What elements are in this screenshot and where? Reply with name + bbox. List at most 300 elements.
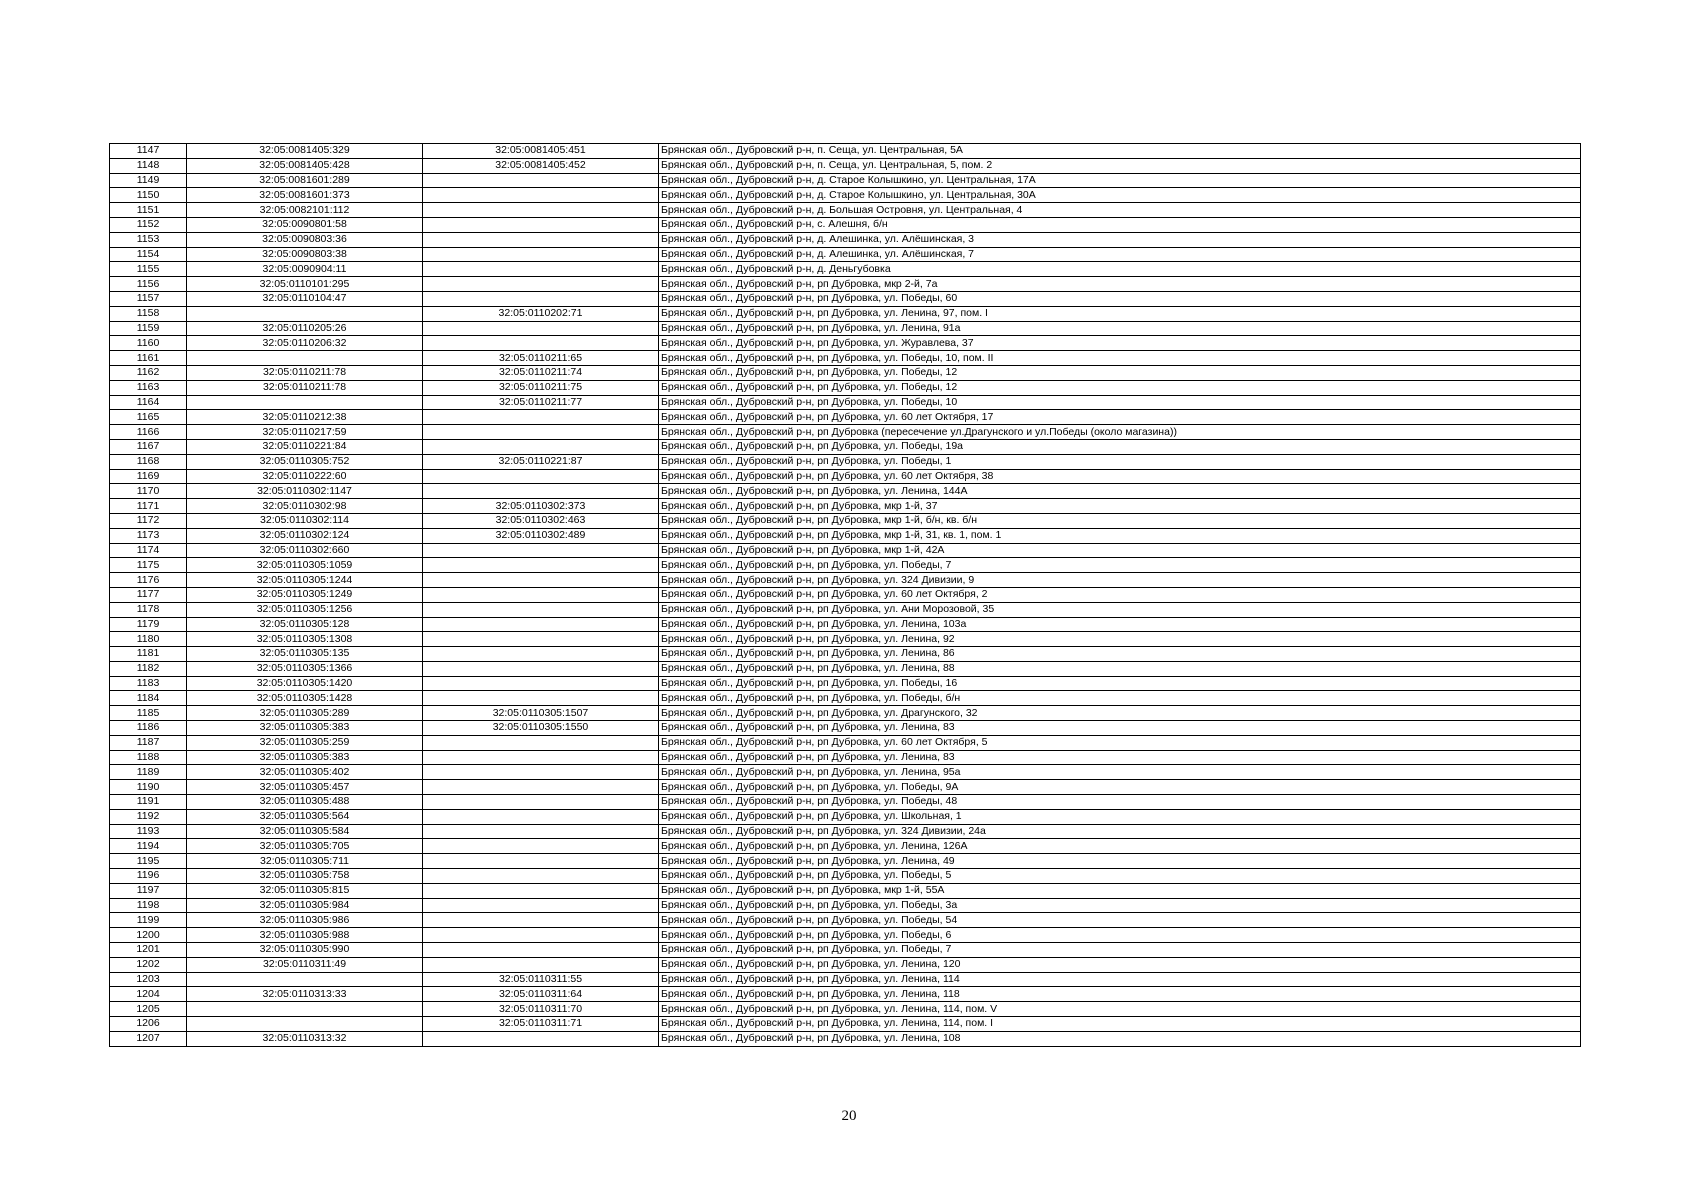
cadastral-number-cell: 32:05:0110305:1256 bbox=[187, 602, 423, 617]
related-cadastral-number-cell: 32:05:0110311:64 bbox=[423, 987, 659, 1002]
row-number-cell: 1206 bbox=[110, 1017, 187, 1032]
cadastral-number-cell: 32:05:0110305:584 bbox=[187, 824, 423, 839]
table-row bbox=[110, 573, 1581, 588]
address-cell: Брянская обл., Дубровский р-н, рп Дубровка, ул. Победы, 5 bbox=[659, 869, 1581, 884]
row-number-cell: 1176 bbox=[110, 573, 187, 588]
row-number-cell: 1203 bbox=[110, 972, 187, 987]
row-number-cell: 1195 bbox=[110, 854, 187, 869]
row-number-cell: 1155 bbox=[110, 262, 187, 277]
cadastral-number-cell: 32:05:0110217:59 bbox=[187, 425, 423, 440]
related-cadastral-number-cell: 32:05:0110302:373 bbox=[423, 499, 659, 514]
table-row bbox=[110, 395, 1581, 410]
row-number-cell: 1202 bbox=[110, 957, 187, 972]
row-number-cell: 1151 bbox=[110, 203, 187, 218]
address-cell: Брянская обл., Дубровский р-н, рп Дубровка, ул. Победы, 10, пом. II bbox=[659, 351, 1581, 366]
table-row bbox=[110, 499, 1581, 514]
related-cadastral-number-cell bbox=[423, 943, 659, 958]
table-row bbox=[110, 425, 1581, 440]
cadastral-number-cell: 32:05:0082101:112 bbox=[187, 203, 423, 218]
address-cell: Брянская обл., Дубровский р-н, рп Дубровка, ул. Ани Морозовой, 35 bbox=[659, 602, 1581, 617]
table-row bbox=[110, 277, 1581, 292]
table-row bbox=[110, 203, 1581, 218]
cadastral-number-cell: 32:05:0110305:711 bbox=[187, 854, 423, 869]
address-cell: Брянская обл., Дубровский р-н, д. Деньгубовка bbox=[659, 262, 1581, 277]
related-cadastral-number-cell bbox=[423, 439, 659, 454]
address-cell: Брянская обл., Дубровский р-н, рп Дубровка, ул. Победы, 12 bbox=[659, 380, 1581, 395]
cadastral-number-cell: 32:05:0110211:78 bbox=[187, 365, 423, 380]
address-cell: Брянская обл., Дубровский р-н, рп Дубровка, ул. Ленина, 126А bbox=[659, 839, 1581, 854]
cadastral-number-cell: 32:05:0110221:84 bbox=[187, 439, 423, 454]
related-cadastral-number-cell: 32:05:0110211:75 bbox=[423, 380, 659, 395]
table-row bbox=[110, 543, 1581, 558]
cadastral-number-cell: 32:05:0110302:660 bbox=[187, 543, 423, 558]
table-row bbox=[110, 676, 1581, 691]
related-cadastral-number-cell: 32:05:0110221:87 bbox=[423, 454, 659, 469]
cadastral-number-cell bbox=[187, 1002, 423, 1017]
address-cell: Брянская обл., Дубровский р-н, рп Дубровка, ул. Ленина, 83 bbox=[659, 750, 1581, 765]
address-cell: Брянская обл., Дубровский р-н, рп Дубровка, ул. Ленина, 114, пом. I bbox=[659, 1017, 1581, 1032]
row-number-cell: 1164 bbox=[110, 395, 187, 410]
related-cadastral-number-cell bbox=[423, 217, 659, 232]
table-row bbox=[110, 943, 1581, 958]
cadastral-number-cell: 32:05:0081601:373 bbox=[187, 188, 423, 203]
table-row bbox=[110, 839, 1581, 854]
row-number-cell: 1181 bbox=[110, 647, 187, 662]
address-cell: Брянская обл., Дубровский р-н, рп Дубровка, ул. Ленина, 95а bbox=[659, 765, 1581, 780]
address-cell: Брянская обл., Дубровский р-н, рп Дубровка, ул. Ленина, 118 bbox=[659, 987, 1581, 1002]
row-number-cell: 1186 bbox=[110, 721, 187, 736]
address-cell: Брянская обл., Дубровский р-н, рп Дубровка, ул. Ленина, 114 bbox=[659, 972, 1581, 987]
cadastral-number-cell: 32:05:0110305:564 bbox=[187, 809, 423, 824]
table-row bbox=[110, 824, 1581, 839]
row-number-cell: 1180 bbox=[110, 632, 187, 647]
address-cell: Брянская обл., Дубровский р-н, рп Дубровка, ул. 324 Дивизии, 9 bbox=[659, 573, 1581, 588]
row-number-cell: 1190 bbox=[110, 780, 187, 795]
related-cadastral-number-cell bbox=[423, 602, 659, 617]
address-cell: Брянская обл., Дубровский р-н, рп Дубровка, ул. Победы, 9А bbox=[659, 780, 1581, 795]
property-registry-table bbox=[109, 143, 1581, 1047]
related-cadastral-number-cell bbox=[423, 247, 659, 262]
address-cell: Брянская обл., Дубровский р-н, рп Дубровка, ул. Ленина, 88 bbox=[659, 661, 1581, 676]
related-cadastral-number-cell bbox=[423, 809, 659, 824]
cadastral-number-cell: 32:05:0110302:124 bbox=[187, 528, 423, 543]
table-row bbox=[110, 602, 1581, 617]
row-number-cell: 1147 bbox=[110, 144, 187, 159]
address-cell: Брянская обл., Дубровский р-н, рп Дубровка, ул. Победы, 1 bbox=[659, 454, 1581, 469]
row-number-cell: 1179 bbox=[110, 617, 187, 632]
address-cell: Брянская обл., Дубровский р-н, д. Большая Островня, ул. Центральная, 4 bbox=[659, 203, 1581, 218]
table-row bbox=[110, 632, 1581, 647]
row-number-cell: 1184 bbox=[110, 691, 187, 706]
cadastral-number-cell: 32:05:0110311:49 bbox=[187, 957, 423, 972]
related-cadastral-number-cell: 32:05:0110305:1507 bbox=[423, 706, 659, 721]
row-number-cell: 1168 bbox=[110, 454, 187, 469]
table-row bbox=[110, 336, 1581, 351]
cadastral-number-cell: 32:05:0110305:988 bbox=[187, 928, 423, 943]
table-row bbox=[110, 883, 1581, 898]
row-number-cell: 1150 bbox=[110, 188, 187, 203]
row-number-cell: 1170 bbox=[110, 484, 187, 499]
related-cadastral-number-cell bbox=[423, 839, 659, 854]
address-cell: Брянская обл., Дубровский р-н, рп Дубровка, мкр 1-й, б/н, кв. б/н bbox=[659, 513, 1581, 528]
cadastral-number-cell: 32:05:0090803:36 bbox=[187, 232, 423, 247]
address-cell: Брянская обл., Дубровский р-н, рп Дубровка, ул. Ленина, 86 bbox=[659, 647, 1581, 662]
related-cadastral-number-cell bbox=[423, 795, 659, 810]
address-cell: Брянская обл., Дубровский р-н, рп Дубровка, ул. Победы, 60 bbox=[659, 291, 1581, 306]
table-row bbox=[110, 232, 1581, 247]
table-row bbox=[110, 913, 1581, 928]
address-cell: Брянская обл., Дубровский р-н, рп Дубровка, ул. Победы, 54 bbox=[659, 913, 1581, 928]
row-number-cell: 1172 bbox=[110, 513, 187, 528]
related-cadastral-number-cell bbox=[423, 188, 659, 203]
cadastral-number-cell bbox=[187, 395, 423, 410]
table-row bbox=[110, 809, 1581, 824]
cadastral-number-cell: 32:05:0110305:705 bbox=[187, 839, 423, 854]
cadastral-number-cell: 32:05:0110305:984 bbox=[187, 898, 423, 913]
table-row bbox=[110, 928, 1581, 943]
table-row bbox=[110, 173, 1581, 188]
related-cadastral-number-cell bbox=[423, 691, 659, 706]
row-number-cell: 1197 bbox=[110, 883, 187, 898]
cadastral-number-cell: 32:05:0110305:815 bbox=[187, 883, 423, 898]
row-number-cell: 1191 bbox=[110, 795, 187, 810]
row-number-cell: 1148 bbox=[110, 158, 187, 173]
table-row bbox=[110, 661, 1581, 676]
address-cell: Брянская обл., Дубровский р-н, рп Дубровка, ул. Ленина, 144А bbox=[659, 484, 1581, 499]
table-row bbox=[110, 380, 1581, 395]
address-cell: Брянская обл., Дубровский р-н, рп Дубровка, ул. Победы, 16 bbox=[659, 676, 1581, 691]
cadastral-number-cell: 32:05:0110205:26 bbox=[187, 321, 423, 336]
address-cell: Брянская обл., Дубровский р-н, рп Дубровка, мкр 1-й, 42А bbox=[659, 543, 1581, 558]
table-row bbox=[110, 617, 1581, 632]
row-number-cell: 1161 bbox=[110, 351, 187, 366]
cadastral-number-cell: 32:05:0090801:58 bbox=[187, 217, 423, 232]
table-row bbox=[110, 898, 1581, 913]
row-number-cell: 1188 bbox=[110, 750, 187, 765]
table-row bbox=[110, 158, 1581, 173]
row-number-cell: 1160 bbox=[110, 336, 187, 351]
row-number-cell: 1153 bbox=[110, 232, 187, 247]
address-cell: Брянская обл., Дубровский р-н, рп Дубровка, ул. Победы, 10 bbox=[659, 395, 1581, 410]
cadastral-number-cell: 32:05:0110305:135 bbox=[187, 647, 423, 662]
related-cadastral-number-cell bbox=[423, 617, 659, 632]
cadastral-number-cell: 32:05:0110305:1420 bbox=[187, 676, 423, 691]
related-cadastral-number-cell: 32:05:0110302:489 bbox=[423, 528, 659, 543]
related-cadastral-number-cell bbox=[423, 232, 659, 247]
row-number-cell: 1193 bbox=[110, 824, 187, 839]
table-row bbox=[110, 854, 1581, 869]
related-cadastral-number-cell: 32:05:0110302:463 bbox=[423, 513, 659, 528]
table-row bbox=[110, 647, 1581, 662]
related-cadastral-number-cell: 32:05:0110211:74 bbox=[423, 365, 659, 380]
related-cadastral-number-cell bbox=[423, 869, 659, 884]
related-cadastral-number-cell: 32:05:0110311:71 bbox=[423, 1017, 659, 1032]
related-cadastral-number-cell bbox=[423, 469, 659, 484]
cadastral-number-cell: 32:05:0110305:990 bbox=[187, 943, 423, 958]
related-cadastral-number-cell bbox=[423, 898, 659, 913]
table-row bbox=[110, 217, 1581, 232]
related-cadastral-number-cell bbox=[423, 854, 659, 869]
cadastral-number-cell: 32:05:0081405:329 bbox=[187, 144, 423, 159]
page-number: 20 bbox=[841, 1108, 857, 1124]
cadastral-number-cell: 32:05:0110302:1147 bbox=[187, 484, 423, 499]
address-cell: Брянская обл., Дубровский р-н, рп Дубровка, ул. 60 лет Октября, 2 bbox=[659, 587, 1581, 602]
address-cell: Брянская обл., Дубровский р-н, рп Дубровка, ул. Ленина, 91а bbox=[659, 321, 1581, 336]
row-number-cell: 1187 bbox=[110, 735, 187, 750]
related-cadastral-number-cell bbox=[423, 484, 659, 499]
cadastral-number-cell: 32:05:0110305:1308 bbox=[187, 632, 423, 647]
related-cadastral-number-cell bbox=[423, 425, 659, 440]
related-cadastral-number-cell bbox=[423, 928, 659, 943]
address-cell: Брянская обл., Дубровский р-н, рп Дубровка, ул. Победы, 48 bbox=[659, 795, 1581, 810]
cadastral-number-cell: 32:05:0110305:986 bbox=[187, 913, 423, 928]
address-cell: Брянская обл., Дубровский р-н, рп Дубровка, ул. 60 лет Октября, 38 bbox=[659, 469, 1581, 484]
row-number-cell: 1166 bbox=[110, 425, 187, 440]
cadastral-number-cell: 32:05:0110305:289 bbox=[187, 706, 423, 721]
related-cadastral-number-cell bbox=[423, 913, 659, 928]
address-cell: Брянская обл., Дубровский р-н, рп Дубровка, ул. Победы, 12 bbox=[659, 365, 1581, 380]
row-number-cell: 1189 bbox=[110, 765, 187, 780]
table-row bbox=[110, 765, 1581, 780]
cadastral-number-cell: 32:05:0110305:402 bbox=[187, 765, 423, 780]
table-row bbox=[110, 321, 1581, 336]
table-row bbox=[110, 957, 1581, 972]
cadastral-number-cell: 32:05:0110305:383 bbox=[187, 721, 423, 736]
address-cell: Брянская обл., Дубровский р-н, п. Сеща, ул. Центральная, 5, пом. 2 bbox=[659, 158, 1581, 173]
related-cadastral-number-cell bbox=[423, 661, 659, 676]
related-cadastral-number-cell bbox=[423, 632, 659, 647]
address-cell: Брянская обл., Дубровский р-н, с. Алешня, б/н bbox=[659, 217, 1581, 232]
row-number-cell: 1157 bbox=[110, 291, 187, 306]
address-cell: Брянская обл., Дубровский р-н, рп Дубровка, ул. Победы, 19а bbox=[659, 439, 1581, 454]
table-row bbox=[110, 795, 1581, 810]
related-cadastral-number-cell bbox=[423, 957, 659, 972]
table-row bbox=[110, 987, 1581, 1002]
table-row bbox=[110, 469, 1581, 484]
row-number-cell: 1165 bbox=[110, 410, 187, 425]
table-row bbox=[110, 454, 1581, 469]
cadastral-number-cell: 32:05:0081601:289 bbox=[187, 173, 423, 188]
row-number-cell: 1204 bbox=[110, 987, 187, 1002]
row-number-cell: 1175 bbox=[110, 558, 187, 573]
cadastral-number-cell: 32:05:0110305:128 bbox=[187, 617, 423, 632]
address-cell: Брянская обл., Дубровский р-н, рп Дубровка, ул. Ленина, 49 bbox=[659, 854, 1581, 869]
address-cell: Брянская обл., Дубровский р-н, рп Дубровка, ул. Победы, 6 bbox=[659, 928, 1581, 943]
cadastral-number-cell: 32:05:0110305:758 bbox=[187, 869, 423, 884]
related-cadastral-number-cell bbox=[423, 336, 659, 351]
address-cell: Брянская обл., Дубровский р-н, рп Дубровка, ул. Ленина, 103а bbox=[659, 617, 1581, 632]
table-row bbox=[110, 410, 1581, 425]
address-cell: Брянская обл., Дубровский р-н, рп Дубровка, ул. Школьная, 1 bbox=[659, 809, 1581, 824]
related-cadastral-number-cell bbox=[423, 173, 659, 188]
table-row bbox=[110, 262, 1581, 277]
related-cadastral-number-cell: 32:05:0110211:65 bbox=[423, 351, 659, 366]
address-cell: Брянская обл., Дубровский р-н, рп Дубровка, ул. 60 лет Октября, 17 bbox=[659, 410, 1581, 425]
address-cell: Брянская обл., Дубровский р-н, рп Дубровка, ул. 60 лет Октября, 5 bbox=[659, 735, 1581, 750]
related-cadastral-number-cell bbox=[423, 277, 659, 292]
related-cadastral-number-cell: 32:05:0081405:451 bbox=[423, 144, 659, 159]
address-cell: Брянская обл., Дубровский р-н, рп Дубровка (пересечение ул.Драгунского и ул.Победы (около магазина)) bbox=[659, 425, 1581, 440]
row-number-cell: 1169 bbox=[110, 469, 187, 484]
table-row bbox=[110, 1002, 1581, 1017]
address-cell: Брянская обл., Дубровский р-н, рп Дубровка, ул. Победы, 7 bbox=[659, 943, 1581, 958]
table-row bbox=[110, 972, 1581, 987]
related-cadastral-number-cell bbox=[423, 203, 659, 218]
table-row bbox=[110, 247, 1581, 262]
cadastral-number-cell: 32:05:0110313:32 bbox=[187, 1031, 423, 1046]
row-number-cell: 1162 bbox=[110, 365, 187, 380]
cadastral-number-cell: 32:05:0110305:1428 bbox=[187, 691, 423, 706]
address-cell: Брянская обл., Дубровский р-н, рп Дубровка, ул. Ленина, 120 bbox=[659, 957, 1581, 972]
row-number-cell: 1183 bbox=[110, 676, 187, 691]
row-number-cell: 1205 bbox=[110, 1002, 187, 1017]
cadastral-number-cell: 32:05:0110302:98 bbox=[187, 499, 423, 514]
table-row bbox=[110, 306, 1581, 321]
row-number-cell: 1149 bbox=[110, 173, 187, 188]
row-number-cell: 1199 bbox=[110, 913, 187, 928]
cadastral-number-cell bbox=[187, 351, 423, 366]
related-cadastral-number-cell bbox=[423, 587, 659, 602]
row-number-cell: 1194 bbox=[110, 839, 187, 854]
related-cadastral-number-cell bbox=[423, 262, 659, 277]
related-cadastral-number-cell bbox=[423, 735, 659, 750]
address-cell: Брянская обл., Дубровский р-н, рп Дубровка, ул. Ленина, 97, пом. I bbox=[659, 306, 1581, 321]
row-number-cell: 1171 bbox=[110, 499, 187, 514]
address-cell: Брянская обл., Дубровский р-н, рп Дубровка, ул. Журавлева, 37 bbox=[659, 336, 1581, 351]
address-cell: Брянская обл., Дубровский р-н, рп Дубровка, ул. 324 Дивизии, 24а bbox=[659, 824, 1581, 839]
row-number-cell: 1182 bbox=[110, 661, 187, 676]
address-cell: Брянская обл., Дубровский р-н, рп Дубровка, ул. Ленина, 83 bbox=[659, 721, 1581, 736]
address-cell: Брянская обл., Дубровский р-н, д. Алешинка, ул. Алёшинская, 7 bbox=[659, 247, 1581, 262]
related-cadastral-number-cell: 32:05:0110202:71 bbox=[423, 306, 659, 321]
related-cadastral-number-cell bbox=[423, 543, 659, 558]
cadastral-number-cell bbox=[187, 1017, 423, 1032]
related-cadastral-number-cell: 32:05:0110305:1550 bbox=[423, 721, 659, 736]
cadastral-number-cell: 32:05:0110305:1244 bbox=[187, 573, 423, 588]
related-cadastral-number-cell bbox=[423, 1031, 659, 1046]
row-number-cell: 1152 bbox=[110, 217, 187, 232]
row-number-cell: 1173 bbox=[110, 528, 187, 543]
cadastral-number-cell: 32:05:0081405:428 bbox=[187, 158, 423, 173]
table-row bbox=[110, 750, 1581, 765]
related-cadastral-number-cell bbox=[423, 765, 659, 780]
table-row bbox=[110, 1031, 1581, 1046]
cadastral-number-cell: 32:05:0110305:488 bbox=[187, 795, 423, 810]
address-cell: Брянская обл., Дубровский р-н, д. Старое Колышкино, ул. Центральная, 30А bbox=[659, 188, 1581, 203]
row-number-cell: 1158 bbox=[110, 306, 187, 321]
related-cadastral-number-cell: 32:05:0110211:77 bbox=[423, 395, 659, 410]
table-row bbox=[110, 780, 1581, 795]
related-cadastral-number-cell bbox=[423, 321, 659, 336]
table-row bbox=[110, 188, 1581, 203]
table-row bbox=[110, 484, 1581, 499]
row-number-cell: 1154 bbox=[110, 247, 187, 262]
table-row bbox=[110, 691, 1581, 706]
row-number-cell: 1200 bbox=[110, 928, 187, 943]
address-cell: Брянская обл., Дубровский р-н, рп Дубровка, ул. Ленина, 92 bbox=[659, 632, 1581, 647]
row-number-cell: 1174 bbox=[110, 543, 187, 558]
cadastral-number-cell: 32:05:0110302:114 bbox=[187, 513, 423, 528]
cadastral-number-cell: 32:05:0110305:1059 bbox=[187, 558, 423, 573]
row-number-cell: 1156 bbox=[110, 277, 187, 292]
cadastral-number-cell: 32:05:0090904:11 bbox=[187, 262, 423, 277]
address-cell: Брянская обл., Дубровский р-н, рп Дубровка, мкр 2-й, 7а bbox=[659, 277, 1581, 292]
related-cadastral-number-cell bbox=[423, 824, 659, 839]
address-cell: Брянская обл., Дубровский р-н, рп Дубровка, мкр 1-й, 31, кв. 1, пом. 1 bbox=[659, 528, 1581, 543]
table-row bbox=[110, 735, 1581, 750]
address-cell: Брянская обл., Дубровский р-н, рп Дубровка, ул. Победы, 3а bbox=[659, 898, 1581, 913]
address-cell: Брянская обл., Дубровский р-н, рп Дубровка, ул. Драгунского, 32 bbox=[659, 706, 1581, 721]
address-cell: Брянская обл., Дубровский р-н, д. Старое Колышкино, ул. Центральная, 17А bbox=[659, 173, 1581, 188]
cadastral-number-cell: 32:05:0110101:295 bbox=[187, 277, 423, 292]
cadastral-number-cell: 32:05:0110305:752 bbox=[187, 454, 423, 469]
cadastral-number-cell bbox=[187, 972, 423, 987]
table-row bbox=[110, 706, 1581, 721]
related-cadastral-number-cell bbox=[423, 573, 659, 588]
related-cadastral-number-cell bbox=[423, 676, 659, 691]
related-cadastral-number-cell bbox=[423, 750, 659, 765]
address-cell: Брянская обл., Дубровский р-н, рп Дубровка, ул. Ленина, 108 bbox=[659, 1031, 1581, 1046]
address-cell: Брянская обл., Дубровский р-н, рп Дубровка, ул. Победы, 7 bbox=[659, 558, 1581, 573]
table-row bbox=[110, 528, 1581, 543]
row-number-cell: 1201 bbox=[110, 943, 187, 958]
cadastral-number-cell: 32:05:0110206:32 bbox=[187, 336, 423, 351]
table-row bbox=[110, 587, 1581, 602]
cadastral-number-cell: 32:05:0110305:1366 bbox=[187, 661, 423, 676]
related-cadastral-number-cell bbox=[423, 883, 659, 898]
cadastral-number-cell: 32:05:0110305:259 bbox=[187, 735, 423, 750]
row-number-cell: 1185 bbox=[110, 706, 187, 721]
address-cell: Брянская обл., Дубровский р-н, рп Дубровка, мкр 1-й, 37 bbox=[659, 499, 1581, 514]
row-number-cell: 1207 bbox=[110, 1031, 187, 1046]
table-row bbox=[110, 1017, 1581, 1032]
table-row bbox=[110, 291, 1581, 306]
cadastral-number-cell: 32:05:0110222:60 bbox=[187, 469, 423, 484]
related-cadastral-number-cell: 32:05:0110311:55 bbox=[423, 972, 659, 987]
cadastral-number-cell: 32:05:0110212:38 bbox=[187, 410, 423, 425]
related-cadastral-number-cell: 32:05:0110311:70 bbox=[423, 1002, 659, 1017]
row-number-cell: 1167 bbox=[110, 439, 187, 454]
cadastral-number-cell bbox=[187, 306, 423, 321]
related-cadastral-number-cell: 32:05:0081405:452 bbox=[423, 158, 659, 173]
table-row bbox=[110, 558, 1581, 573]
address-cell: Брянская обл., Дубровский р-н, п. Сеща, ул. Центральная, 5А bbox=[659, 144, 1581, 159]
related-cadastral-number-cell bbox=[423, 780, 659, 795]
cadastral-number-cell: 32:05:0110313:33 bbox=[187, 987, 423, 1002]
address-cell: Брянская обл., Дубровский р-н, рп Дубровка, ул. Ленина, 114, пом. V bbox=[659, 1002, 1581, 1017]
address-cell: Брянская обл., Дубровский р-н, рп Дубровка, мкр 1-й, 55А bbox=[659, 883, 1581, 898]
row-number-cell: 1198 bbox=[110, 898, 187, 913]
cadastral-number-cell: 32:05:0110305:457 bbox=[187, 780, 423, 795]
cadastral-number-cell: 32:05:0110305:383 bbox=[187, 750, 423, 765]
address-cell: Брянская обл., Дубровский р-н, рп Дубровка, ул. Победы, б/н bbox=[659, 691, 1581, 706]
row-number-cell: 1163 bbox=[110, 380, 187, 395]
registry-table-body bbox=[110, 144, 1581, 1047]
related-cadastral-number-cell bbox=[423, 647, 659, 662]
related-cadastral-number-cell bbox=[423, 558, 659, 573]
table-row bbox=[110, 869, 1581, 884]
cadastral-number-cell: 32:05:0090803:38 bbox=[187, 247, 423, 262]
table-row bbox=[110, 513, 1581, 528]
related-cadastral-number-cell bbox=[423, 291, 659, 306]
table-row bbox=[110, 721, 1581, 736]
row-number-cell: 1159 bbox=[110, 321, 187, 336]
cadastral-number-cell: 32:05:0110305:1249 bbox=[187, 587, 423, 602]
table-row bbox=[110, 365, 1581, 380]
table-row bbox=[110, 144, 1581, 159]
row-number-cell: 1196 bbox=[110, 869, 187, 884]
cadastral-number-cell: 32:05:0110104:47 bbox=[187, 291, 423, 306]
